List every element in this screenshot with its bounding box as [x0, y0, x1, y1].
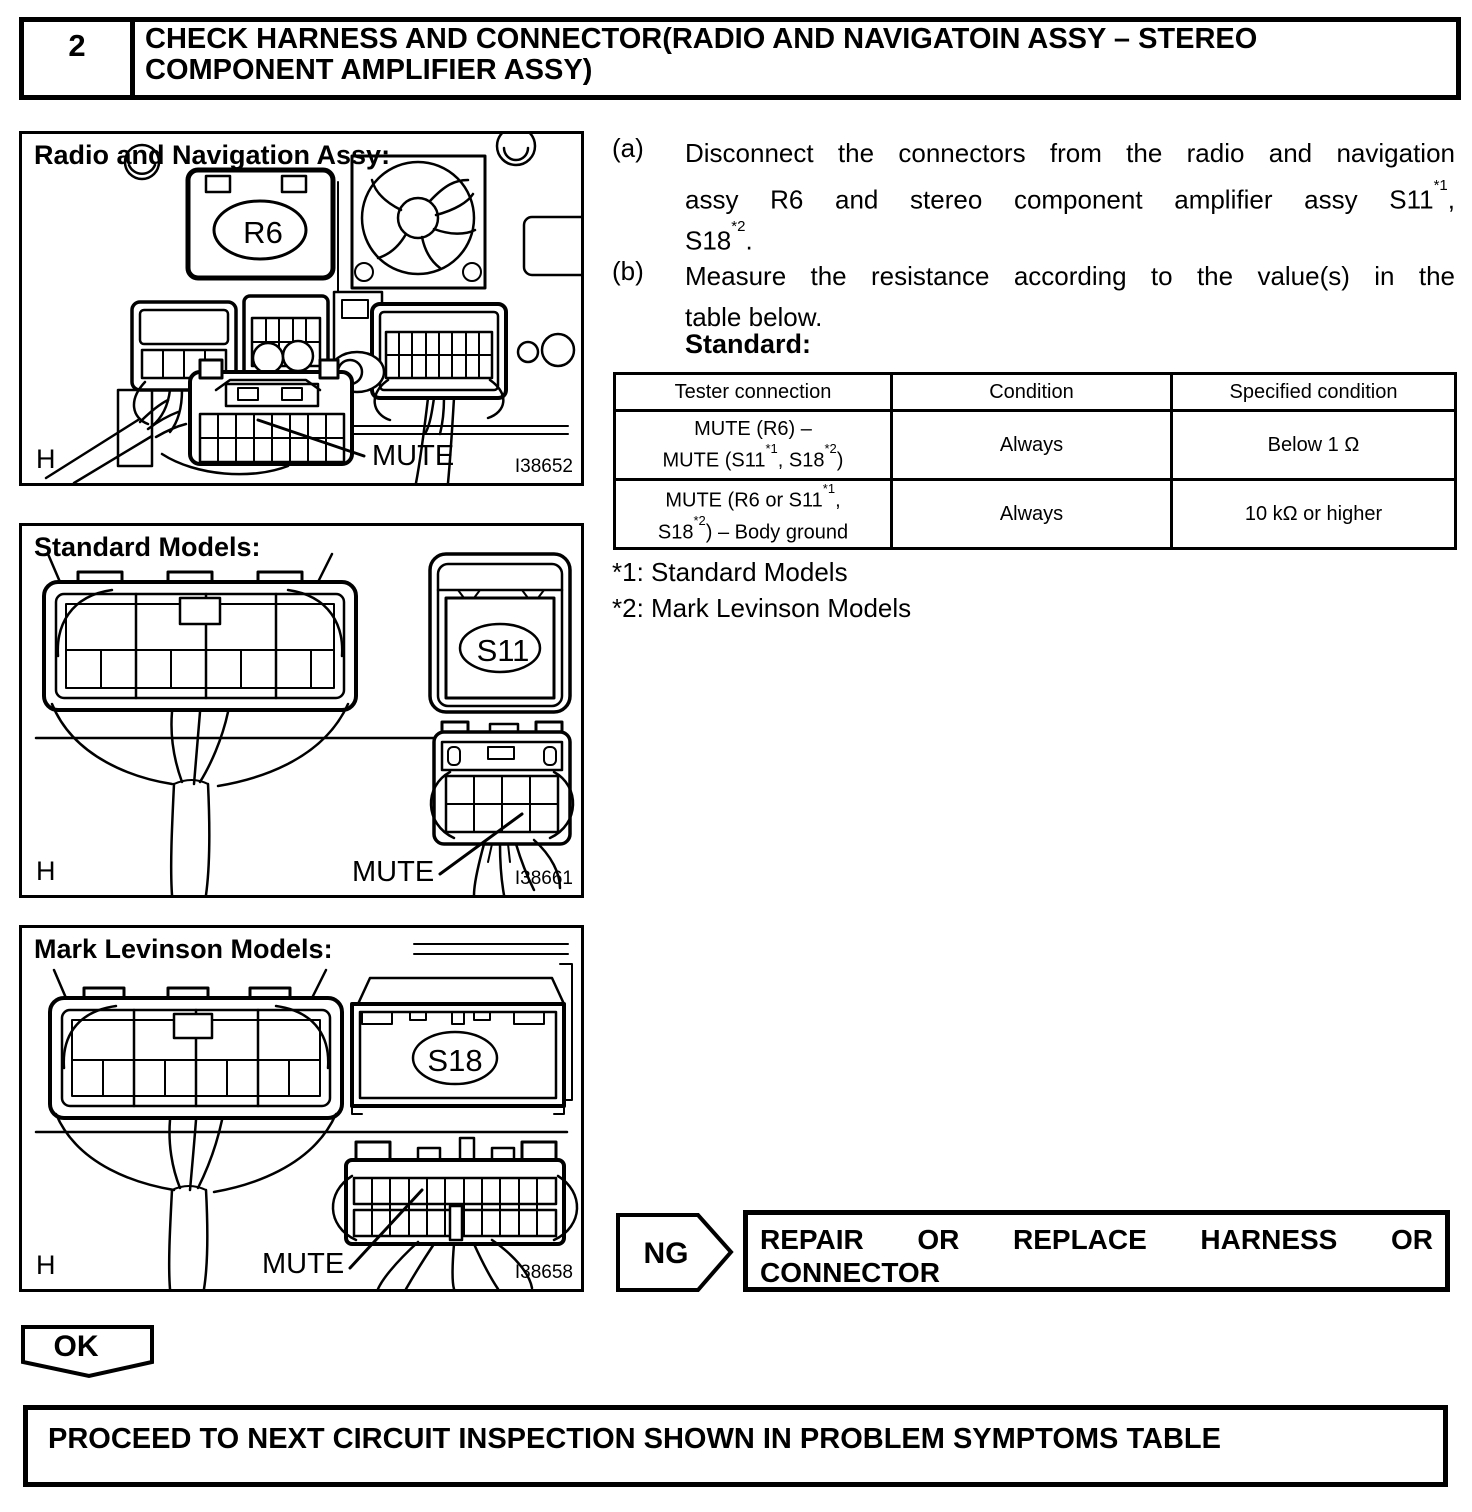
tester-connection-cell: MUTE (R6 or S11$^{*1}$, S18$^{*2}$) – Body ground [615, 480, 892, 549]
corner-letter: H [36, 856, 56, 886]
mute-terminal-label: MUTE [262, 1248, 345, 1280]
connector-code-s18: S18 [427, 1043, 483, 1078]
step-a-line3: S18$^{*2}$. [685, 218, 753, 256]
step-b-line2: table below. [685, 302, 823, 332]
ok-connector [21, 1325, 154, 1379]
step-header [19, 17, 1461, 100]
table-row [615, 480, 1456, 549]
step-a-text [685, 133, 1455, 256]
step-b-line1: Measure the resistance according to the value(s) in the [685, 261, 1455, 291]
step-a-line1: Disconnect the connectors from the radio and navigation [685, 138, 1455, 168]
standard-models-diagram [22, 526, 581, 895]
figure-title: Standard Models: [34, 532, 261, 562]
specified-condition-cell: 10 kΩ or higher [1172, 480, 1456, 549]
connector-code-r6: R6 [243, 215, 283, 250]
figure-mark-levinson-models [19, 925, 584, 1292]
corner-letter: H [36, 444, 56, 474]
step-a-marker: (a) [612, 133, 644, 163]
step-title: CHECK HARNESS AND CONNECTOR(RADIO AND NAVIGATOIN ASSY – STEREO COMPONENT AMPLIFIER ASSY) [145, 23, 1258, 86]
figure-title: Radio and Navigation Assy: [34, 140, 391, 170]
ng-action-box [743, 1210, 1450, 1292]
mark-levinson-diagram [22, 928, 581, 1289]
figure-id: I38652 [514, 456, 573, 477]
footnote-2: *2: Mark Levinson Models [612, 593, 912, 623]
step-a-line2: assy R6 and stereo component amplifier assy S11$^{*1}$, [685, 177, 1455, 215]
figure-radio-navigation [19, 131, 584, 486]
ng-action-line1: REPAIR OR REPLACE HARNESS OR [760, 1224, 1433, 1255]
footnote-1: *1: Standard Models [612, 557, 848, 587]
step-number: 2 [24, 22, 135, 95]
table-header-row [615, 374, 1456, 411]
standard-values-table [613, 372, 1457, 550]
figure-title: Mark Levinson Models: [34, 934, 333, 964]
header-condition: Condition [892, 374, 1172, 411]
table-row [615, 411, 1456, 480]
header-specified-condition: Specified condition [1172, 374, 1456, 411]
specified-condition-cell: Below 1 Ω [1172, 411, 1456, 480]
ng-action-line2: CONNECTOR [760, 1257, 940, 1288]
ng-label: NG [643, 1237, 689, 1270]
corner-letter: H [36, 1250, 56, 1280]
tester-connection-cell: MUTE (R6) – MUTE (S11$^{*1}$, S18$^{*2}$) [615, 411, 892, 480]
ok-action-bar: PROCEED TO NEXT CIRCUIT INSPECTION SHOWN IN PROBLEM SYMPTOMS TABLE [23, 1405, 1448, 1487]
mute-terminal-label: MUTE [352, 856, 435, 888]
step-b-text [685, 256, 1455, 338]
connector-code-s11: S11 [476, 633, 530, 668]
condition-cell: Always [892, 411, 1172, 480]
ok-label: OK [53, 1330, 99, 1363]
ng-arrow [616, 1213, 734, 1293]
figure-id: I38658 [514, 1262, 573, 1283]
figure-id: I38661 [514, 868, 573, 889]
radio-navigation-diagram [22, 134, 581, 483]
condition-cell: Always [892, 480, 1172, 549]
header-tester-connection: Tester connection [615, 374, 892, 411]
step-b-marker: (b) [612, 256, 644, 286]
standard-label: Standard: [685, 329, 812, 359]
mute-terminal-label: MUTE [372, 440, 455, 472]
figure-standard-models [19, 523, 584, 898]
